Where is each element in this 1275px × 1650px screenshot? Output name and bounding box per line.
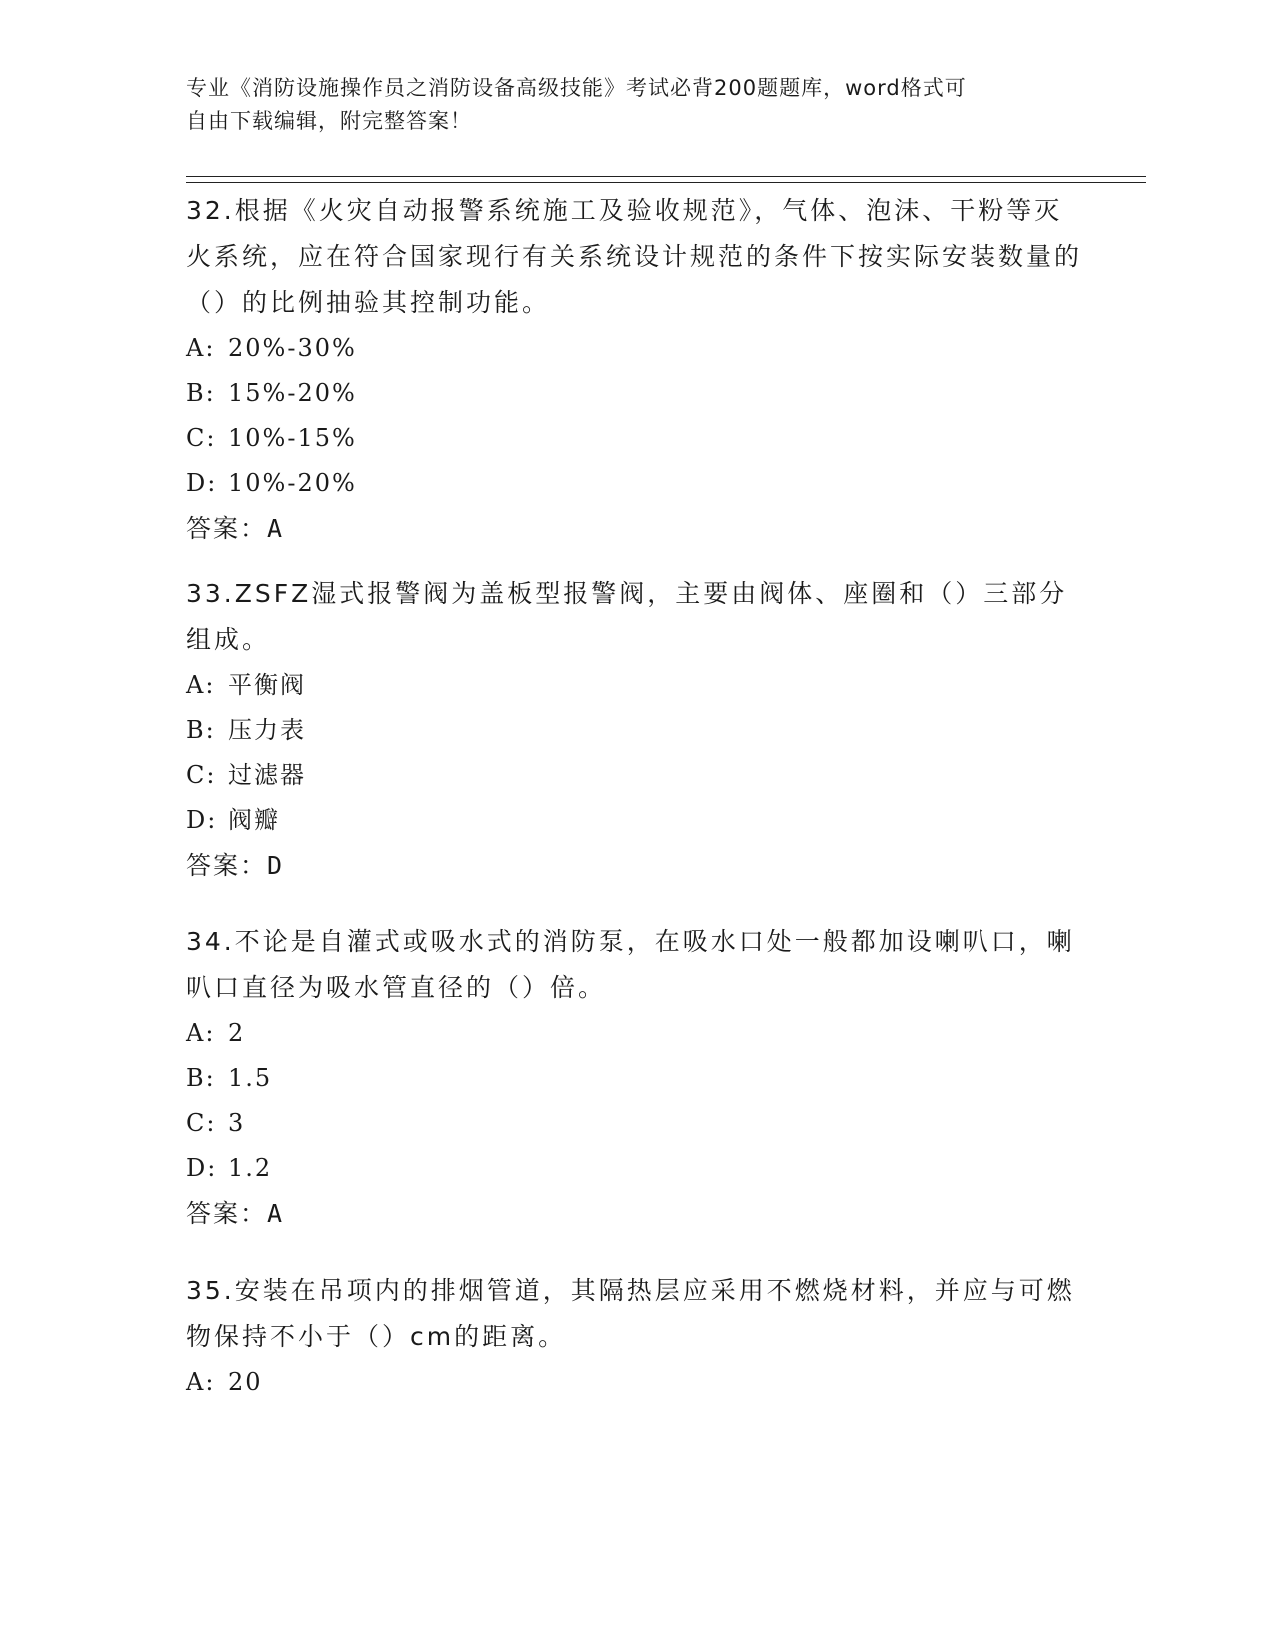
question-stem: 32.根据《火灾自动报警系统施工及验收规范》，气体、泡沫、干粉等灭火系统，应在符合国家现行有关系统设计规范的条件下按实际安装数量的（）的比例抽验其控制功能。 [186, 196, 1083, 317]
answer-label: 答案： [186, 514, 268, 543]
answer-value: A [267, 1199, 285, 1228]
answer-label: 答案： [186, 1199, 268, 1228]
answer-line [186, 506, 1086, 552]
option-c: C: 过滤器 [186, 761, 306, 789]
option-d: D: 1.2 [186, 1154, 273, 1182]
option-b: B: 1.5 [186, 1064, 273, 1092]
question-stem: 34.不论是自灌式或吸水式的消防泵，在吸水口处一般都加设喇叭口，喇叭口直径为吸水管直径的（）倍。 [186, 927, 1075, 1002]
answer-value: A [267, 514, 285, 543]
question-33 [186, 571, 1086, 889]
answer-line [186, 1191, 1086, 1237]
header-line-2: 自由下载编辑，附完整答案！ [186, 109, 472, 133]
answer-value: D [267, 851, 285, 880]
header-divider-bottom [186, 182, 1146, 183]
document-header [186, 72, 1066, 138]
answer-line [186, 843, 1086, 889]
option-b: B: 压力表 [186, 716, 306, 744]
option-a: A: 平衡阀 [186, 671, 306, 699]
option-a: A: 20%-30% [186, 334, 357, 362]
option-d: D: 阀瓣 [186, 806, 280, 834]
question-34 [186, 919, 1086, 1237]
header-line-1: 专业《消防设施操作员之消防设备高级技能》考试必背200题题库，word格式可 [186, 76, 967, 100]
question-35 [186, 1268, 1086, 1405]
question-32 [186, 188, 1086, 552]
option-d: D: 10%-20% [186, 469, 357, 497]
answer-label: 答案： [186, 851, 268, 880]
option-c: C: 10%-15% [186, 424, 357, 452]
header-divider-top [186, 176, 1146, 177]
question-stem: 33.ZSFZ湿式报警阀为盖板型报警阀，主要由阀体、座圈和（）三部分组成。 [186, 579, 1068, 654]
option-c: C: 3 [186, 1109, 246, 1137]
option-a: A: 20 [186, 1368, 263, 1396]
option-b: B: 15%-20% [186, 379, 357, 407]
option-a: A: 2 [186, 1019, 246, 1047]
question-stem: 35.安装在吊项内的排烟管道，其隔热层应采用不燃烧材料，并应与可燃物保持不小于（）cm的距离。 [186, 1276, 1075, 1351]
